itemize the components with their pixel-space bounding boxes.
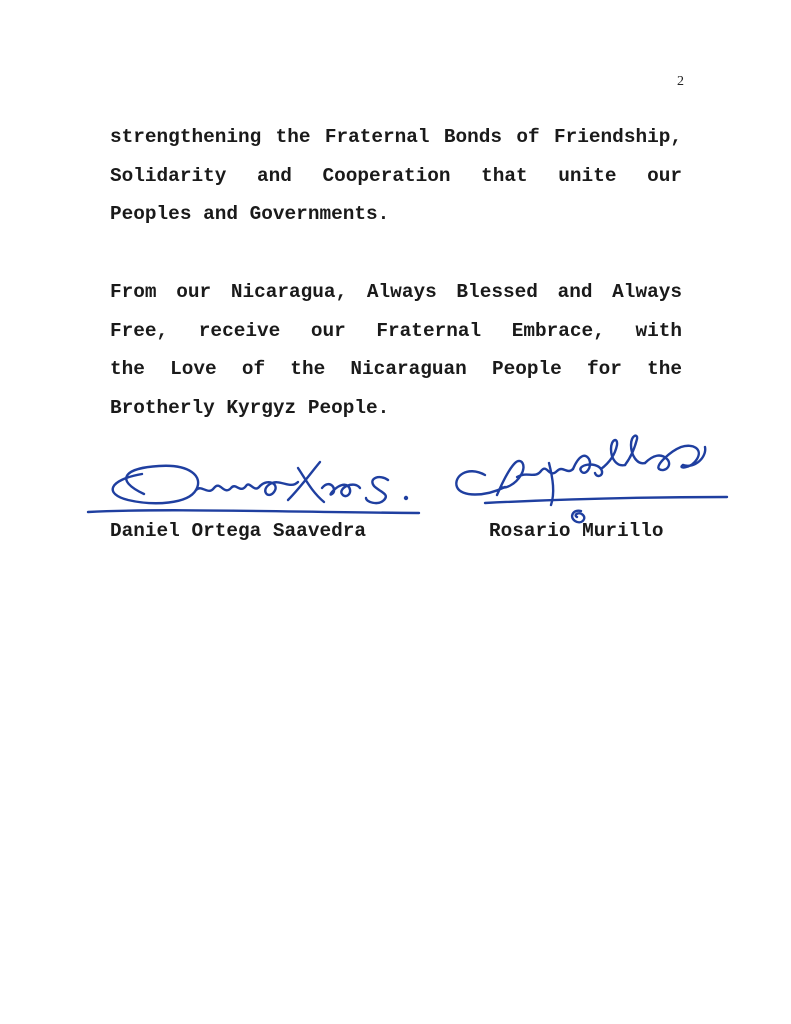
signature-dot	[404, 496, 408, 500]
paragraph-line: Peoples and Governments.	[110, 203, 390, 225]
paragraph-line: From our Nicaragua, Always Blessed and Always	[110, 281, 682, 303]
paragraph-line: Solidarity and Cooperation that unite our	[110, 164, 682, 187]
paragraph-line: strengthening the Fraternal Bonds of Friendship,	[110, 126, 682, 148]
murillo-signature	[445, 425, 735, 525]
closing-paragraph-1	[110, 118, 682, 234]
paragraph-line: the Love of the Nicaraguan People for the	[110, 358, 682, 380]
paragraph-line: Free, receive our Fraternal Embrace, with	[110, 319, 682, 342]
page-number: 2	[677, 74, 684, 89]
signer-name-right: Rosario Murillo	[489, 520, 664, 542]
signer-name-left: Daniel Ortega Saavedra	[110, 520, 366, 542]
closing-paragraph-2	[110, 273, 682, 427]
paragraph-line: Brotherly Kyrgyz People.	[110, 396, 390, 419]
